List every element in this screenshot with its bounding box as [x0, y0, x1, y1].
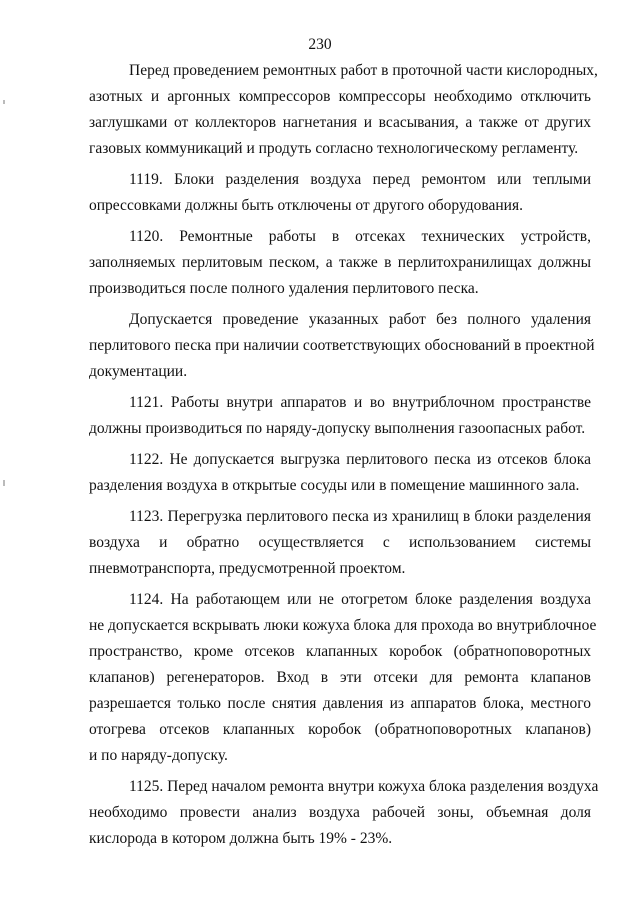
- paragraph-line: 1121. Работы внутри аппаратов и во внутриблочном пространстве: [129, 394, 591, 411]
- paragraph-line: необходимо провести анализ воздуха рабочей зоны, объемная доля: [89, 804, 591, 821]
- paragraph-line: клапанов) регенераторов. Вход в эти отсеки для ремонта клапанов: [89, 669, 591, 686]
- paragraph: [89, 447, 591, 499]
- paragraph-line: 1122. Не допускается выгрузка перлитового песка из отсеков блока: [129, 451, 591, 468]
- paragraph-line: разделения воздуха в открытые сосуды или в помещение машинного зала.: [89, 477, 580, 494]
- paragraph-line: опрессовками должны быть отключены от другого оборудования.: [89, 197, 523, 214]
- paragraph-line: 1123. Перегрузка перлитового песка из хранилищ в блоки разделения: [129, 508, 591, 525]
- paragraph-line: не допускается вскрывать люки кожуха блока для прохода во внутриблочное: [89, 617, 597, 634]
- scan-artifact: [3, 100, 5, 104]
- paragraph-line: и по наряду-допуску.: [89, 747, 228, 764]
- paragraph: [89, 307, 595, 385]
- paragraph-line: 1120. Ремонтные работы в отсеках технических устройств,: [129, 228, 591, 245]
- paragraph: [89, 504, 591, 582]
- paragraph-line: перлитового песка при наличии соответствующих обоснований в проектной: [89, 337, 595, 354]
- paragraph-line: разрешается только после снятия давления из аппаратов блока, местного: [89, 695, 591, 712]
- paragraph: [89, 167, 591, 219]
- paragraph-line: пространство, кроме отсеков клапанных коробок (обратноповоротных: [89, 643, 591, 660]
- page-number: 230: [308, 36, 332, 53]
- paragraph-line: газовых коммуникаций и продуть согласно технологическому регламенту.: [89, 140, 579, 157]
- paragraph-line: отогрева отсеков клапанных коробок (обратноповоротных клапанов): [89, 721, 591, 738]
- paragraph-line: Перед проведением ремонтных работ в проточной части кислородных,: [129, 62, 598, 79]
- document-body: [89, 58, 599, 857]
- paragraph-line: производиться после полного удаления перлитового песка.: [89, 280, 479, 297]
- paragraph-line: азотных и аргонных компрессоров компрессоры необходимо отключить: [89, 88, 591, 105]
- paragraph: [89, 224, 591, 302]
- paragraph: [89, 58, 598, 162]
- paragraph-line: 1125. Перед началом ремонта внутри кожуха блока разделения воздуха: [129, 778, 599, 795]
- paragraph-line: должны производиться по наряду-допуску выполнения газоопасных работ.: [89, 420, 586, 437]
- paragraph-line: воздуха и обратно осуществляется с использованием системы: [89, 534, 591, 551]
- paragraph-line: Допускается проведение указанных работ без полного удаления: [129, 311, 591, 328]
- paragraph-line: заполняемых перлитовым песком, а также в перлитохранилищах должны: [89, 254, 591, 271]
- paragraph: [89, 587, 597, 769]
- paragraph-line: 1119. Блоки разделения воздуха перед ремонтом или теплыми: [129, 171, 591, 188]
- paragraph: [89, 390, 591, 442]
- paragraph-line: 1124. На работающем или не отогретом блоке разделения воздуха: [129, 591, 591, 608]
- paragraph: [89, 774, 599, 852]
- scan-artifact: [3, 480, 5, 486]
- paragraph-line: заглушками от коллекторов нагнетания и всасывания, а также от других: [89, 114, 591, 131]
- paragraph-line: пневмотранспорта, предусмотренной проектом.: [89, 560, 406, 577]
- paragraph-line: кислорода в котором должна быть 19% - 23%.: [89, 830, 393, 847]
- paragraph-line: документации.: [89, 363, 188, 380]
